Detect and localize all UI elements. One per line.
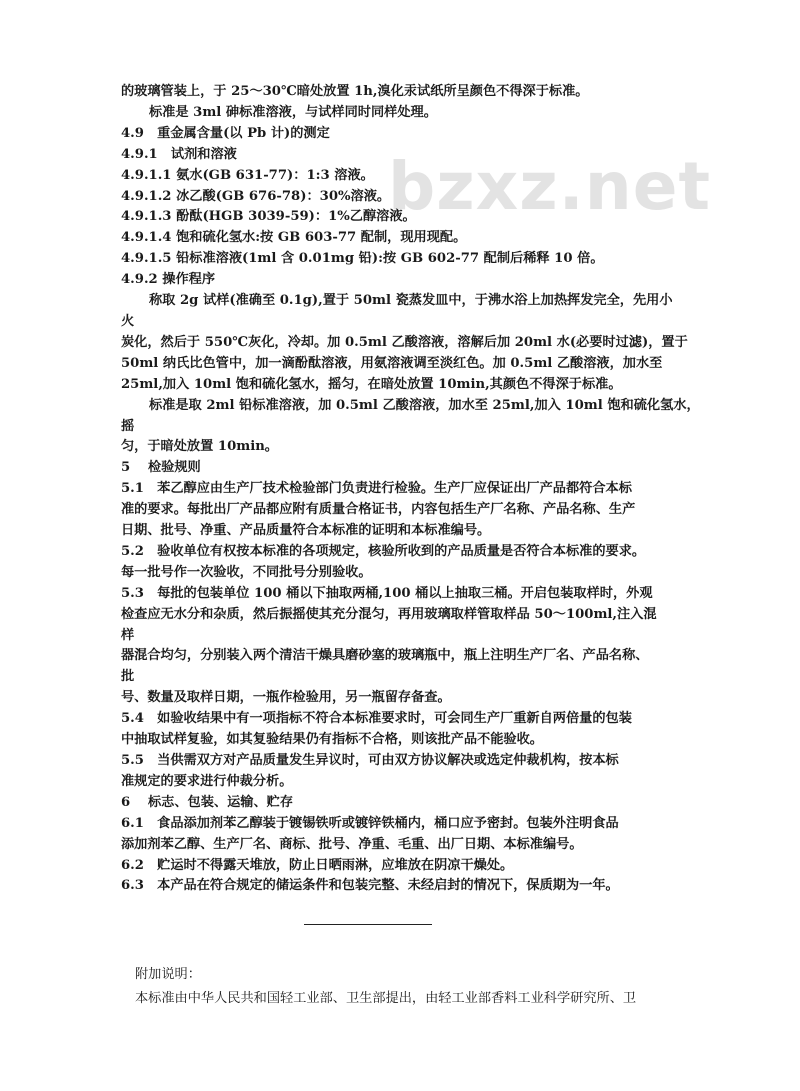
- text-line: 5.4 如验收结果中有一项指标不符合本标准要求时，可会同生产厂重新自两倍量的包装: [121, 711, 632, 727]
- text-line: 匀，于暗处放置 10min。: [121, 439, 278, 455]
- text-line: 4.9.1.2 冰乙酸(GB 676-78)：30%溶液。: [121, 188, 391, 204]
- text-line: 摇: [121, 418, 135, 434]
- text-line: 准规定的要求进行仲裁分析。: [121, 773, 293, 789]
- text-line: 4.9.1.4 饱和硫化氢水:按 GB 603-77 配制，现用现配。: [121, 230, 467, 246]
- text-line: 样: [121, 627, 135, 643]
- text-line: 6.1 食品添加剂苯乙醇装于镀锡铁听或镀锌铁桶内，桶口应予密封。包装外注明食品: [121, 815, 619, 831]
- text-line: 25ml,加入 10ml 饱和硫化氢水，摇匀，在暗处放置 10min,其颜色不得深于标准。: [121, 376, 622, 392]
- text-line: 的玻璃管装上，于 25～30℃暗处放置 1h,溴化汞试纸所呈颜色不得深于标准。: [121, 84, 589, 99]
- text-line: 添加剂苯乙醇、生产厂名、商标、批号、净重、毛重、出厂日期、本标准编号。: [121, 836, 583, 852]
- note-text: 本标准由中华人民共和国轻工业部、卫生部提出，由轻工业部香料工业科学研究所、卫: [135, 991, 637, 1006]
- text-line: 5.3 每批的包装单位 100 桶以下抽取两桶,100 桶以上抽取三桶。开启包装取样时，外观: [121, 585, 653, 601]
- divider-area: [121, 897, 696, 939]
- section-heading: 6 标志、包装、运输、贮存: [121, 794, 294, 810]
- section-heading: 5 检验规则: [121, 460, 201, 476]
- document-body: [121, 82, 700, 939]
- text-line: 每一批号作一次验收，不同批号分别验收。: [121, 564, 372, 580]
- text-line: 5.5 当供需双方对产品质量发生异议时，可由双方协议解决或选定仲裁机构，按本标: [121, 753, 619, 768]
- text-line: 检查应无水分和杂质，然后振摇使其充分混匀，再用玻璃取样管取样品 50～100ml,注入混: [121, 606, 657, 622]
- text-line: 标准是 3ml 砷标准溶液，与试样同时同样处理。: [149, 104, 437, 120]
- subsection-heading: 4.9.2 操作程序: [121, 272, 216, 288]
- text-line: 日期、批号、净重、产品质量符合本标准的证明和本标准编号。: [121, 523, 491, 539]
- section-heading: 4.9 重金属含量(以 Pb 计)的测定: [121, 125, 330, 141]
- text-line: 4.9.1.1 氨水(GB 631-77)：1:3 溶液。: [121, 167, 374, 183]
- text-line: 称取 2g 试样(准确至 0.1g),置于 50ml 瓷蒸发皿中，于沸水浴上加热挥发完全，先用小: [149, 293, 673, 309]
- text-line: 器混合均匀，分别装入两个清洁干燥具磨砂塞的玻璃瓶中，瓶上注明生产厂名、产品名称、: [121, 648, 649, 664]
- text-line: 5.2 验收单位有权按本标准的各项规定，核验所收到的产品质量是否符合本标准的要求。: [121, 543, 646, 559]
- text-line: 批: [121, 669, 135, 685]
- watermark: bzxz.net: [388, 148, 712, 225]
- subsection-heading: 4.9.1 试剂和溶液: [121, 146, 237, 162]
- text-line: 5.1 苯乙醇应由生产厂技术检验部门负责进行检验。生产厂应保证出厂产品都符合本标: [121, 481, 632, 497]
- additional-note: [135, 963, 695, 1011]
- text-line: 标准是取 2ml 铅标准溶液，加 0.5ml 乙酸溶液，加水至 25ml,加入 10ml 饱和硫化氢水，: [149, 397, 700, 413]
- text-line: 4.9.1.3 酚酞(HGB 3039-59)：1%乙醇溶液。: [121, 209, 416, 225]
- divider-rule: [304, 924, 432, 925]
- text-line: 准的要求。每批出厂产品都应附有质量合格证书，内容包括生产厂名称、产品名称、生产: [121, 502, 636, 518]
- text-line: 火: [121, 313, 135, 329]
- text-line: 中抽取试样复验，如其复验结果仍有指标不合格，则该批产品不能验收。: [121, 732, 543, 748]
- text-line: 6.3 本产品在符合规定的储运条件和包装完整、未经启封的情况下，保质期为一年。: [121, 878, 619, 894]
- text-line: 号、数量及取样日期，一瓶作检验用，另一瓶留存备查。: [121, 690, 451, 706]
- text-line: 炭化，然后于 550℃灰化，冷却。加 0.5ml 乙酸溶液，溶解后加 20ml 水(必要时过滤)，置于: [121, 334, 688, 350]
- text-line: 4.9.1.5 铅标准溶液(1ml 含 0.01mg 铅):按 GB 602-77 配制后稀释 10 倍。: [121, 251, 604, 267]
- text-line: 6.2 贮运时不得露天堆放，防止日晒雨淋，应堆放在阴凉干燥处。: [121, 857, 514, 873]
- note-heading: 附加说明：: [135, 967, 201, 982]
- text-line: 50ml 纳氏比色管中，加一滴酚酞溶液，用氨溶液调至淡红色。加 0.5ml 乙酸溶液，加水至: [121, 355, 663, 371]
